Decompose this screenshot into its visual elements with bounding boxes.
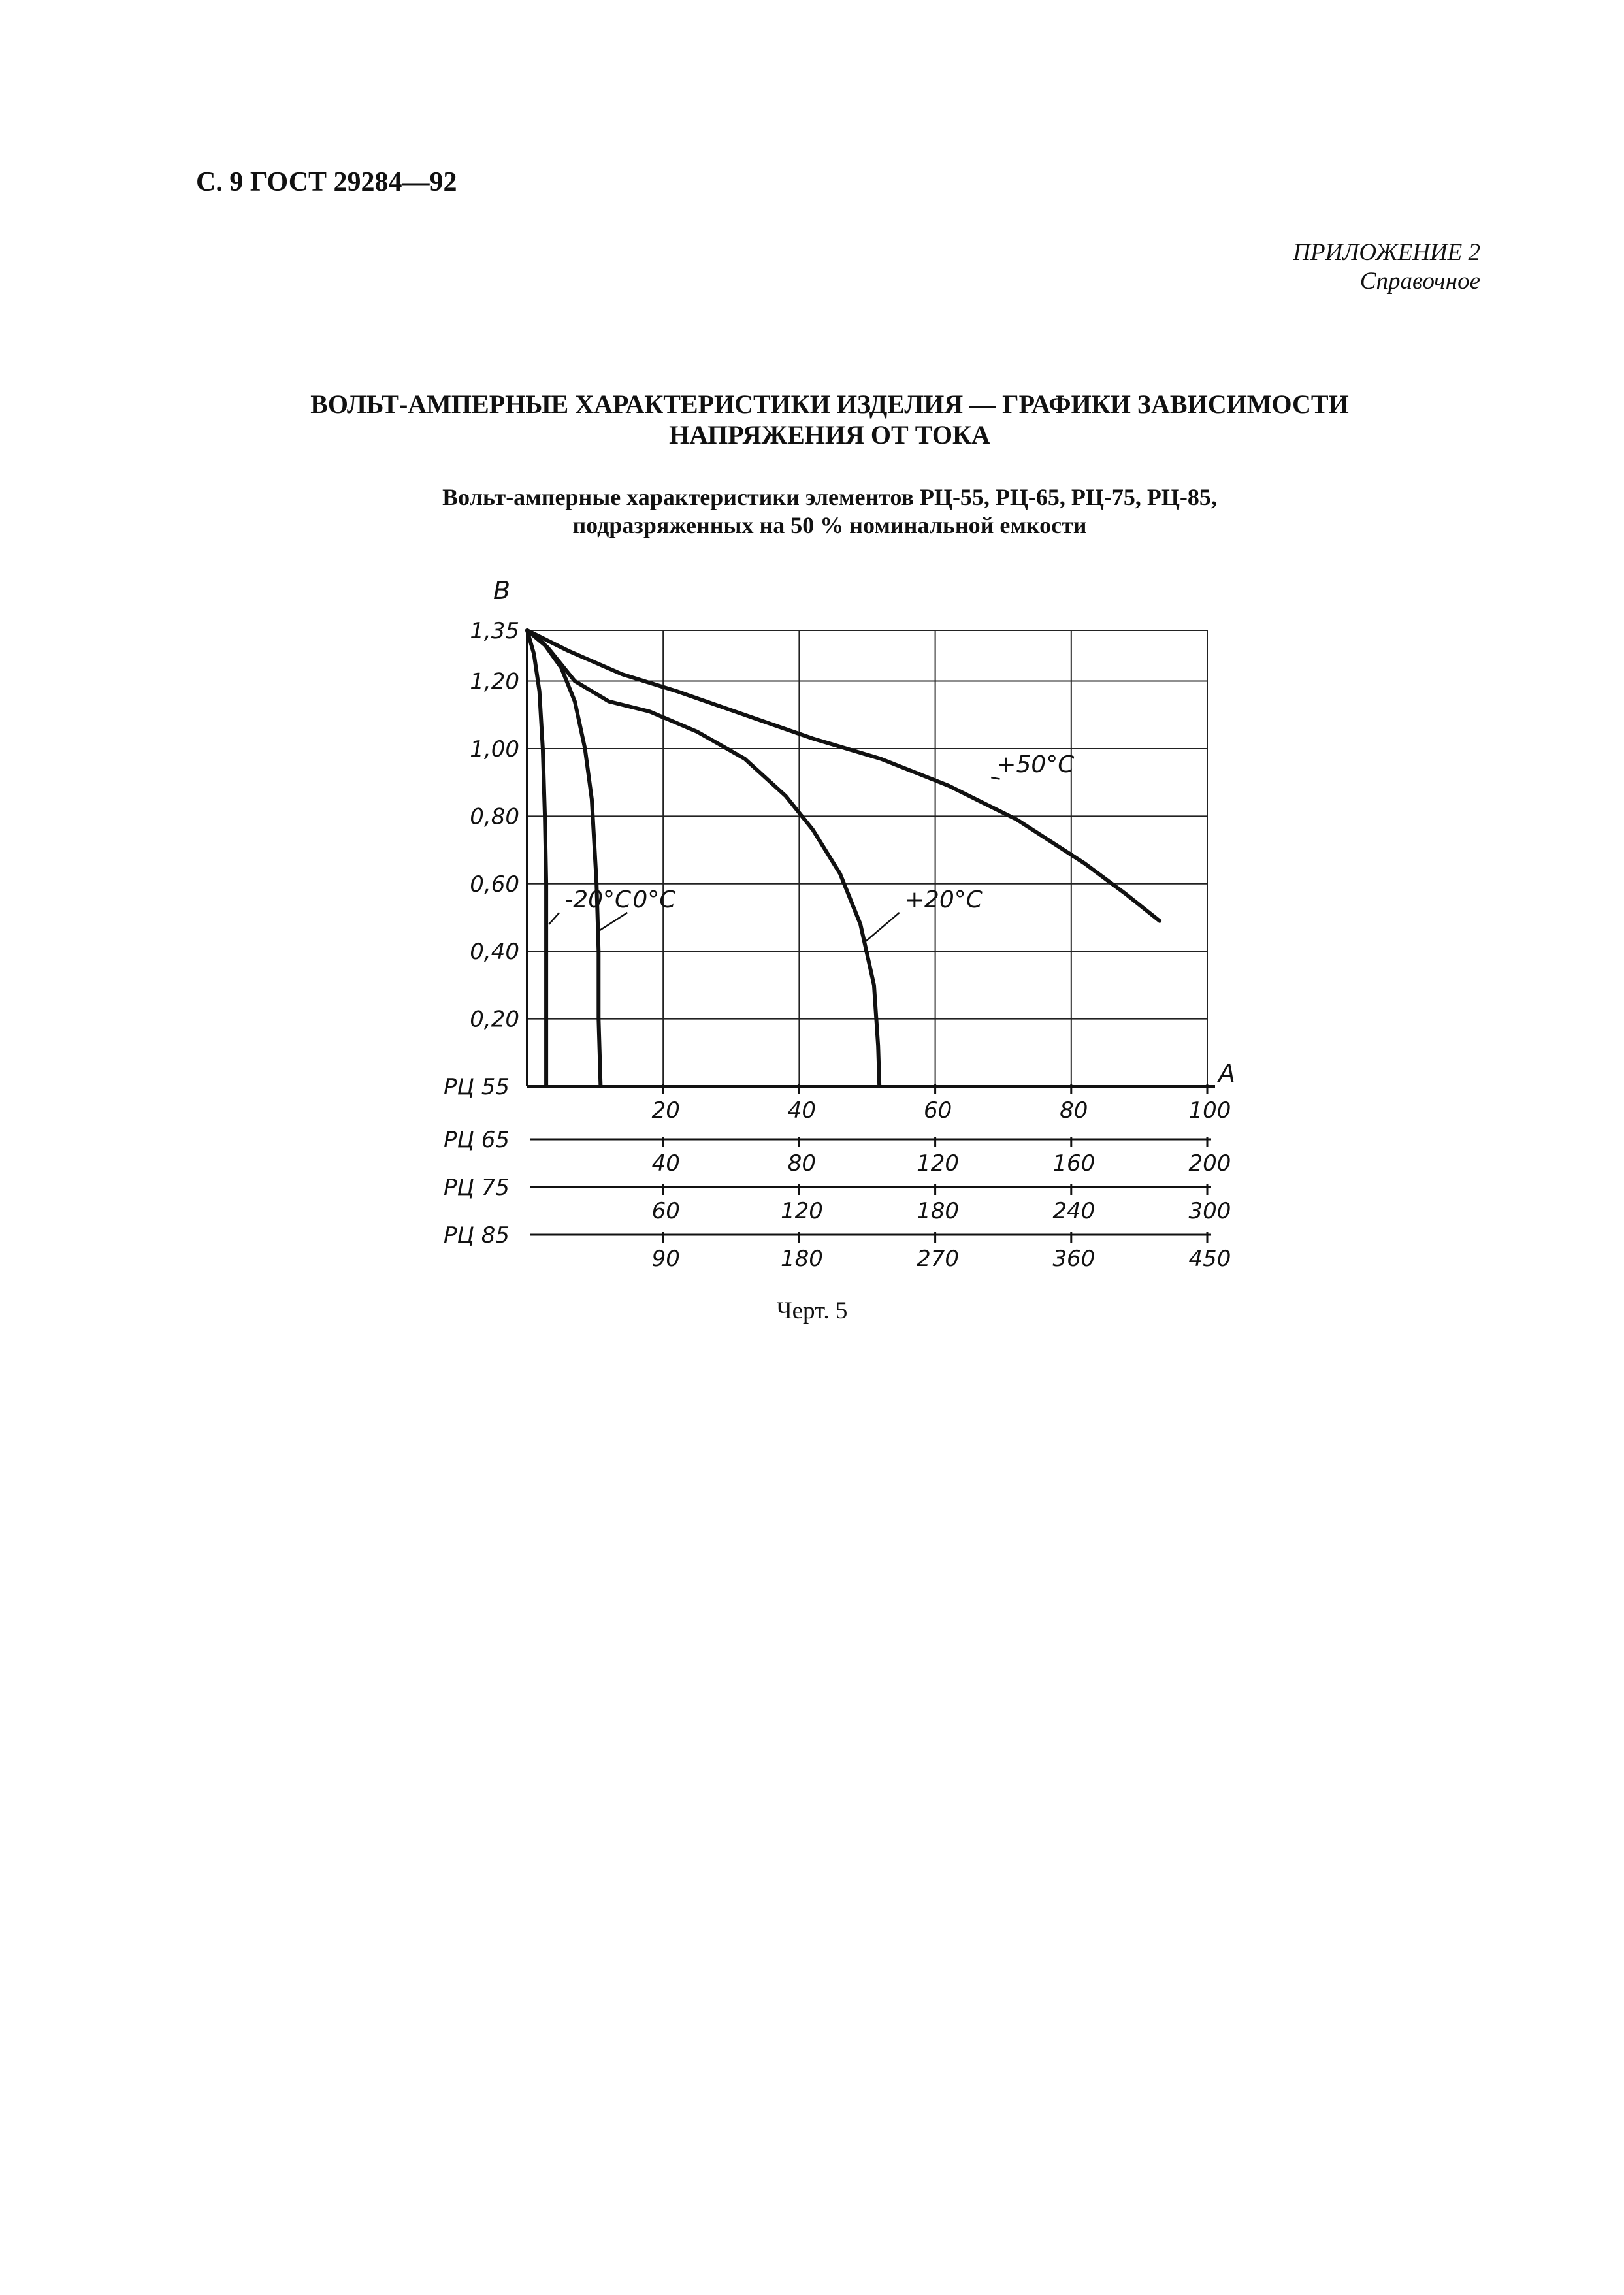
x-tick-label: 240	[1052, 1198, 1096, 1224]
x-tick-label: 300	[1188, 1198, 1231, 1224]
x-axis-unit-label: А	[1218, 1059, 1235, 1088]
curve-series-0	[527, 630, 546, 1086]
x-tick-label: 20	[651, 1098, 680, 1124]
x-tick-label: 100	[1188, 1098, 1231, 1124]
curve-label: -20°С	[564, 886, 632, 913]
y-tick-label: 0,40	[470, 939, 519, 966]
chart-caption-line-1: Вольт-амперные характеристики элементов РЦ-55, РЦ-65, РЦ-75, РЦ-85,	[442, 484, 1217, 510]
x-tick-label: 120	[780, 1198, 823, 1224]
appendix-number: ПРИЛОЖЕНИЕ 2	[1293, 239, 1480, 266]
x-scale-name: РЦ 55	[444, 1074, 510, 1100]
x-tick-label: 180	[917, 1198, 960, 1224]
x-tick-label: 450	[1188, 1246, 1231, 1272]
x-tick-label: 120	[917, 1150, 960, 1177]
x-scale-name: РЦ 75	[444, 1175, 510, 1201]
x-tick-label: 80	[787, 1150, 817, 1177]
x-tick-label: 360	[1052, 1246, 1096, 1272]
y-tick-label: 0,80	[470, 804, 519, 830]
page-header: С. 9 ГОСТ 29284—92	[196, 167, 457, 197]
x-scale-name: РЦ 65	[444, 1127, 510, 1153]
curve-label-leader	[866, 913, 899, 941]
y-tick-label: 1,00	[470, 736, 519, 762]
x-tick-label: 90	[651, 1246, 680, 1272]
x-tick-label: 60	[923, 1098, 952, 1124]
curve-label: +50°С	[996, 751, 1075, 779]
chart-caption-line-2: подразряженных на 50 % номинальной емкости	[572, 512, 1087, 539]
x-tick-label: 200	[1188, 1150, 1231, 1177]
curve-label: 0°С	[632, 886, 676, 913]
y-tick-label: 0,60	[470, 871, 519, 898]
document-title-line-1: ВОЛЬТ-АМПЕРНЫЕ ХАРАКТЕРИСТИКИ ИЗДЕЛИЯ — ГРАФИКИ ЗАВИСИМОСТИ	[310, 389, 1349, 419]
x-scale-name: РЦ 85	[444, 1222, 510, 1248]
y-tick-label: 1,20	[470, 668, 519, 695]
y-axis-unit-label: В	[493, 576, 511, 605]
figure-label: Черт. 5	[776, 1297, 848, 1324]
curve-label: +20°С	[904, 886, 983, 913]
x-tick-label: 40	[787, 1098, 817, 1124]
x-tick-label: 270	[917, 1246, 960, 1272]
y-tick-label: 0,20	[470, 1006, 519, 1033]
x-tick-label: 60	[651, 1198, 680, 1224]
y-tick-label: 1,35	[470, 618, 519, 644]
x-tick-label: 160	[1052, 1150, 1096, 1177]
curve-label-leader	[598, 913, 627, 931]
x-tick-label: 80	[1060, 1098, 1088, 1124]
appendix-kind: Справочное	[1359, 268, 1480, 295]
x-tick-label: 180	[780, 1246, 823, 1272]
document-title-line-2: НАПРЯЖЕНИЯ ОТ ТОКА	[669, 420, 990, 450]
curve-label-leader	[549, 913, 559, 924]
x-tick-label: 40	[651, 1150, 680, 1177]
